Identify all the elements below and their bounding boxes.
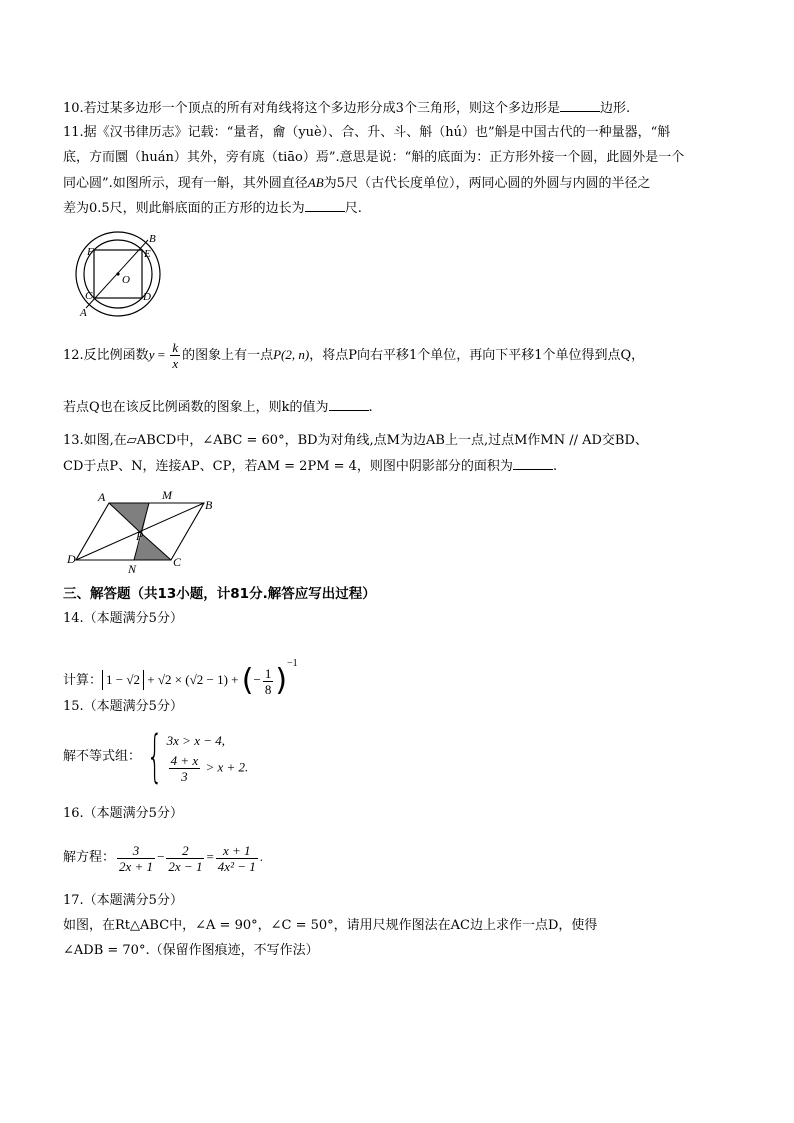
q17-line-1: 如图，在Rt△ABC中，∠A = 90°，∠C = 50°，请用尺规作图法在AC边上求作一点D，使得 <box>63 918 598 933</box>
q11-figure <box>66 228 166 320</box>
q10-suffix: 边形. <box>599 101 631 116</box>
q14-frac-den: 8 <box>264 681 272 697</box>
q14-head: 14.（本题满分5分） <box>63 611 183 626</box>
q16-label: 解方程： <box>63 849 116 864</box>
q12-x: x <box>172 356 179 371</box>
q12-line-2-text: 若点Q也在该反比例函数的图象上，则k的值为 <box>63 400 329 415</box>
q15-system <box>63 723 249 789</box>
q14-middle: + √2 × (√2 − 1) + <box>143 672 242 687</box>
q14-label: 计算： <box>63 672 103 687</box>
q15-head: 15.（本题满分5分） <box>63 699 183 714</box>
q11-line-4 <box>63 198 362 219</box>
q11-line-3 <box>63 173 650 194</box>
label-O: O <box>122 274 130 286</box>
q15-label: 解不等式组： <box>63 749 142 764</box>
q11-line-2: 底，方而圜（huán）其外，旁有庣（tiāo）焉”.意思是说：“斛的底面为：正方形外接一个圆，此圆外是一个 <box>63 150 685 165</box>
label-D: D <box>67 552 76 566</box>
q11-answer-blank[interactable] <box>305 198 345 212</box>
q14-frac-num: 1 <box>264 665 272 681</box>
q12-y: y <box>148 347 155 362</box>
q15-fraction <box>169 753 201 784</box>
q15-ineq-2-rest: > x + 2. <box>202 759 249 775</box>
q16-equation <box>63 839 263 875</box>
q12-answer-blank[interactable] <box>329 397 369 411</box>
q12-rest: ，将点P向右平移1个单位，再向下平移1个单位得到点Q， <box>309 348 645 363</box>
q16-frac-1 <box>117 843 155 874</box>
label-E: E <box>144 248 151 260</box>
q13-line-2-text: CD于点P、N，连接AP、CP，若AM = 2PM = 4，则图中阴影部分的面积为 <box>63 459 513 474</box>
q13-line-2 <box>63 456 557 477</box>
label-F: F <box>87 246 94 258</box>
label-C: C <box>173 555 182 569</box>
q11-line-4-text: 差为0.5尺，则此斛底面的正方形的边长为 <box>63 201 305 216</box>
q14-abs: 1 − √2 <box>102 670 144 690</box>
label-C: C <box>85 290 93 302</box>
q12-suffix: . <box>368 400 373 415</box>
question-10 <box>63 98 630 119</box>
q16-f2-num: 2 <box>166 843 204 859</box>
label-D: D <box>143 291 151 303</box>
q12-k: k <box>172 340 179 355</box>
q15-num: 4 + x <box>170 753 199 768</box>
label-N: N <box>128 562 137 576</box>
q16-eq: = <box>206 849 214 864</box>
label-A: A <box>98 490 106 504</box>
q16-end: . <box>259 849 263 864</box>
q16-f2-den: 2x − 1 <box>168 858 203 874</box>
q13-figure <box>64 488 224 576</box>
q13-line-1: 13.如图,在▱ABCD中，∠ABC = 60°，BD为对角线,点M为边AB上一点,过点M作MN // AD交BD、 <box>63 433 648 448</box>
label-M: M <box>162 488 172 502</box>
q16-f3-num: x + 1 <box>216 843 258 859</box>
q15-brace: { <box>146 723 163 789</box>
q16-frac-2 <box>166 843 204 874</box>
q10-answer-blank[interactable] <box>560 98 600 112</box>
q12-point: P(2, n) <box>273 347 310 362</box>
q10-text: 10.若过某多边形一个顶点的所有对角线将这个多边形分成3个三角形，则这个多边形是 <box>63 101 560 116</box>
q13-suffix: . <box>552 459 558 474</box>
q11-ab: AB <box>307 175 324 190</box>
q16-f3-den: 4x² − 1 <box>217 858 256 874</box>
q11-suffix: 尺. <box>344 201 362 216</box>
q14-exponent: −1 <box>287 658 298 669</box>
q14-minus: − <box>253 672 261 687</box>
q17-head: 17.（本题满分5分） <box>63 893 183 908</box>
q16-f1-num: 3 <box>117 843 155 859</box>
q12-eq: = <box>154 347 169 362</box>
q11-line-1: 11.据《汉书律历志》记载：“量者，龠（yuè）、合、升、斗、斛（hú）也”斛是中国古代的一种量器，“斛 <box>63 125 671 140</box>
q16-head: 16.（本题满分5分） <box>63 806 183 821</box>
q11-line-3b: 为5尺（古代长度单位），两同心圆的外圆与内圆的半径之 <box>323 176 651 191</box>
q11-line-3a: 同心圆”.如图所示，现有一斛，其外圆直径 <box>63 176 308 191</box>
q17-line-2: ∠ADB = 70°.（保留作图痕迹，不写作法） <box>63 943 319 958</box>
q15-ineq-1: 3x > x − 4, <box>166 733 225 748</box>
q14-rparen: ) <box>275 663 288 699</box>
label-B: B <box>149 233 156 245</box>
label-P: P <box>136 529 144 543</box>
q15-den: 3 <box>181 769 188 784</box>
q12-fraction <box>170 340 180 371</box>
q12-line-2 <box>63 397 373 418</box>
q15-ineq-2 <box>167 753 249 784</box>
q16-f1-den: 2x + 1 <box>119 858 154 874</box>
q14-lparen: ( <box>241 663 254 699</box>
q15-inequalities <box>167 729 249 784</box>
q16-frac-3 <box>216 843 258 874</box>
q12-mid: 的图象上有一点 <box>182 348 274 363</box>
label-A: A <box>80 307 87 319</box>
section-3-title: 三、解答题（共13小题，计81分.解答应写出过程） <box>63 586 376 602</box>
center-dot <box>116 272 119 275</box>
q13-answer-blank[interactable] <box>513 456 553 470</box>
q16-minus: − <box>157 849 165 864</box>
q14-fraction <box>263 666 274 697</box>
q14-expression <box>63 644 298 701</box>
label-B: B <box>205 498 213 512</box>
q12-prefix: 12.反比例函数 <box>63 348 149 363</box>
q12-line-1 <box>63 338 644 373</box>
